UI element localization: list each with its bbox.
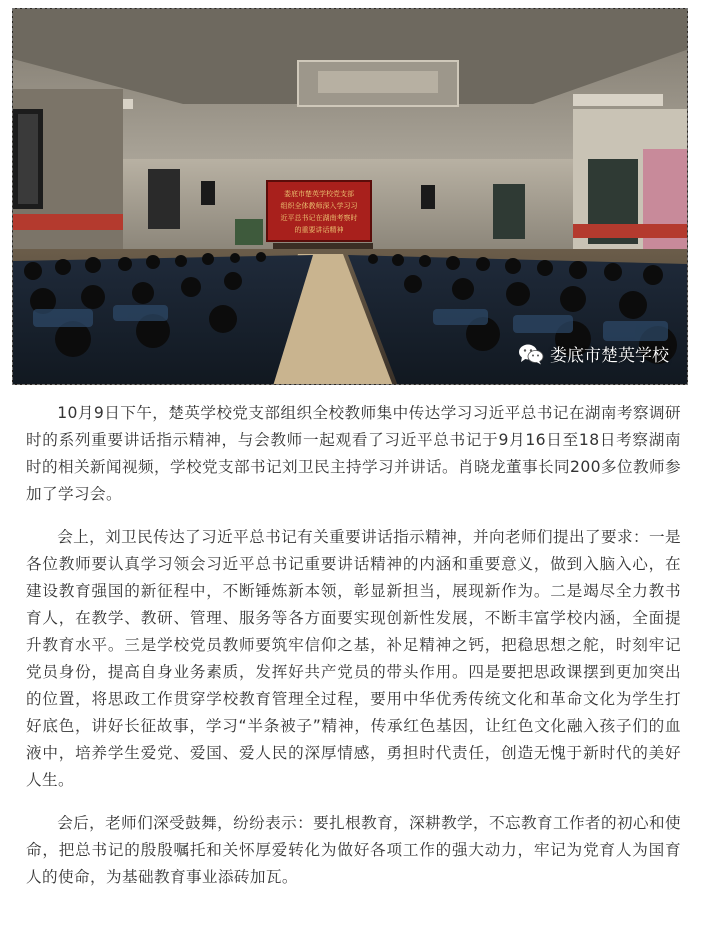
banner-line: 组织全体教师深入学习习	[280, 202, 358, 210]
watermark-text: 娄底市楚英学校	[550, 346, 669, 366]
banner-line: 的重要讲话精神	[294, 226, 344, 234]
banner-line: 娄底市楚英学校党支部	[284, 190, 354, 198]
wechat-icon	[518, 343, 544, 365]
article-paragraph: 会后，老师们深受鼓舞，纷纷表示：要扎根教育，深耕教学，不忘教育工作者的初心和使命，把总书记的殷殷嘱托和关怀厚爱转化为做好各项工作的强大动力，牢记为党育人为国育人的使命，为基础教育事业添砖加瓦。	[26, 814, 681, 886]
article-body	[26, 400, 681, 907]
meeting-scene	[13, 9, 688, 385]
banner-line: 近平总书记在湖南考察时	[280, 214, 358, 222]
account-watermark	[518, 341, 669, 366]
article-paragraph: 会上，刘卫民传达了习近平总书记有关重要讲话指示精神，并向老师们提出了要求：一是各位教师要认真学习领会习近平总书记重要讲话精神的内涵和重要意义，做到入脑入心，在建设教育强国的新征程中，不断锤炼新本领，彰显新担当，展现新作为。二是竭尽全力教书育人，在教学、教研、管理、服务等各方面要实现创新性发展，不断丰富学校内涵，全面提升教育水平。三是学校党员教师要筑牢信仰之基，补足精神之钙，把稳思想之舵，时刻牢记党员身份，提高自身业务素质，发挥好共产党员的带头作用。四是要把思政课摆到更加突出的位置，将思政工作贯穿学校教育管理全过程，要用中华优秀传统文化和革命文化为学生打好底色，讲好长征故事，学习“半条被子”精神，传承红色基因，让红色文化融入孩子们的血液中，培养学生爱党、爱国、爱人民的深厚情感，勇担时代责任，创造无愧于新时代的美好人生。	[26, 528, 681, 789]
meeting-photo	[12, 8, 688, 385]
article-paragraph: 10月9日下午，楚英学校党支部组织全校教师集中传达学习习近平总书记在湖南考察调研时的系列重要讲话指示精神，与会教师一起观看了习近平总书记于9月16日至18日考察湖南时的相关新闻视频，学校党支部书记刘卫民主持学习并讲话。肖晓龙董事长同200多位教师参加了学习会。	[26, 404, 681, 503]
